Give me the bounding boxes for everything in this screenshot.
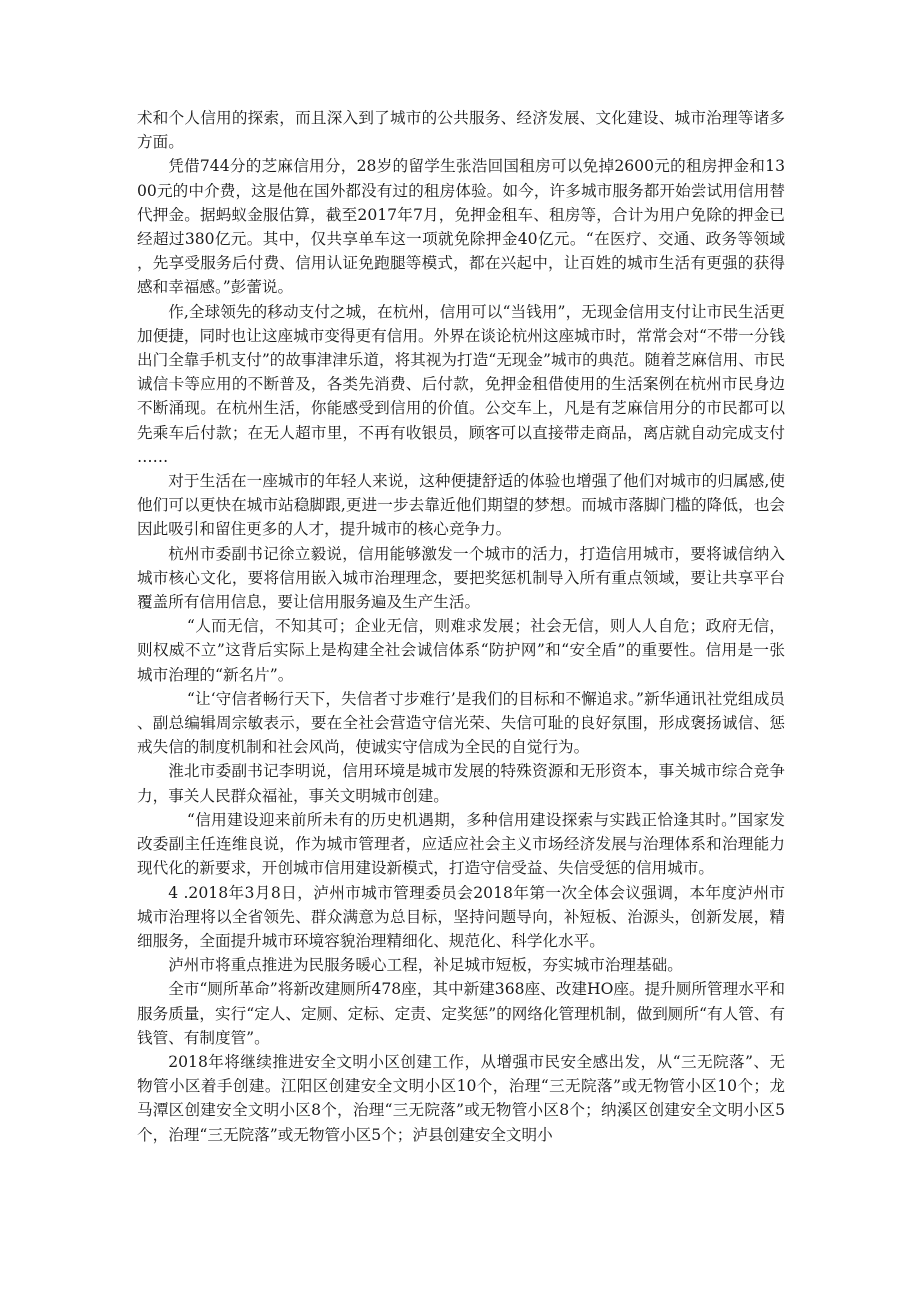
paragraph-continuation: 术和个人信用的探索，而且深入到了城市的公共服务、经济发展、文化建设、城市治理等诸多方面。 [137,109,785,152]
paragraph-luzhou-services: 泸州市将重点推进为民服务暖心工程，补足城市短板，夯实城市治理基础。 [168,956,683,975]
paragraph-zhou-zongmin: “让‘守信者畅行天下，失信者寸步难行’是我们的目标和不懈追求。”新华通讯社党组成员、副总编辑周宗敏表示，要在全社会营造守信光荣、失信可耻的良好氛围，形成褒扬诚信、惩戒失信的制度机制和社会风尚，使诚实守信成为全民的自觉行为。 [137,689,785,757]
paragraph-lian-weiliang: “信用建设迎来前所未有的历史机遇期，多种信用建设探索与实践正恰逢其时。”国家发改委副主任连维良说，作为城市管理者，应适应社会主义市场经济发展与治理体系和治理能力现代化的新要求，开创城市信用建设新模式，打造守信受益、失信受惩的信用城市。 [137,810,785,878]
paragraph-quote-trust: “人而无信，不知其可；企业无信，则难求发展；社会无信，则人人自危；政府无信，则权威不立”这背后实际上是构建全社会诚信体系“防护网”和“安全盾”的重要性。信用是一张城市治理的“新名片”。 [137,617,785,684]
paragraph-luzhou-meeting: 4 .2018年3月8日，泸州市城市管理委员会2018年第一次全体会议强调，本年度泸州市城市治理将以全省领先、群众满意为总目标，坚持问题导向，补短板、治源头，创新发展，精细服务，全面提升城市环境容貌治理精细化、规范化、科学化水平。 [137,883,785,950]
paragraph-safe-communities: 2018年将继续推进安全文明小区创建工作，从增强市民安全感出发，从“三无院落”、无物管小区着手创建。江阳区创建安全文明小区10个，治理“三无院落”或无物管小区10个；龙马潭区创建安全文明小区8个，治理“三无院落”或无物管小区8个；纳溪区创建安全文明小区5个，治理“三无院落”或无物管小区5个；泸县创建安全文明小 [137,1052,785,1144]
paragraph-credit-deposit: 凭借744分的芝麻信用分，28岁的留学生张浩回国租房可以免掉2600元的租房押金和1300元的中介费，这是他在国外都没有过的租房体验。如今，许多城市服务都开始尝试用信用替代押金。据蚂蚁金服估算，截至2017年7月，免押金租车、租房等，合计为用户免除的押金已经超过380亿元。其中，仅共享单车这一项就免除押金40亿元。“在医疗、交通、政务等领域，先享受服务后付费、信用认证免跑腿等模式，都在兴起中，让百姓的城市生活有更强的获得感和幸福感。”彭蕾说。 [137,157,785,297]
paragraph-li-ming: 淮北市委副书记李明说，信用环境是城市发展的特殊资源和无形资本，事关城市综合竞争力，事关人民群众福祉，事关文明城市创建。 [137,762,785,805]
paragraph-xu-liyi: 杭州市委副书记徐立毅说，信用能够激发一个城市的活力，打造信用城市，要将诚信纳入城市核心文化，要将信用嵌入城市治理理念，要把奖惩机制导入所有重点领域，要让共享平台覆盖所有信用信息，要让信用服务遍及生产生活。 [137,544,785,612]
paragraph-hangzhou-payment: 作,全球领先的移动支付之城，在杭州，信用可以“当钱用”，无现金信用支付让市民生活更加便捷，同时也让这座城市变得更有信用。外界在谈论杭州这座城市时，常常会对“不带一分钱出门全靠手机支付”的故事津津乐道，将其视为打造“无现金”城市的典范。随着芝麻信用、市民诚信卡等应用的不断普及，各类先消费、后付款，免押金租借使用的生活案例在杭州市民身边不断涌现。在杭州生活，你能感受到信用的价值。公交车上，凡是有芝麻信用分的市民都可以先乘车后付款；在无人超市里，不再有收银员，顾客可以直接带走商品，离店就自动完成支付…… [137,302,785,466]
paragraph-young-people: 对于生活在一座城市的年轻人来说，这种便捷舒适的体验也增强了他们对城市的归属感,使他们可以更快在城市站稳脚跟,更进一步去靠近他们期望的梦想。而城市落脚门槛的降低，也会因此吸引和留住更多的人才，提升城市的核心竞争力。 [137,472,785,539]
paragraph-toilet-revolution: 全市“厕所革命”将新改建厕所478座，其中新建368座、改建HO座。提升厕所管理水平和服务质量，实行“定人、定厕、定标、定责、定奖惩”的网络化管理机制，做到厕所“有人管、有钱管、有制度管”。 [137,980,785,1047]
document-page [137,106,785,1147]
